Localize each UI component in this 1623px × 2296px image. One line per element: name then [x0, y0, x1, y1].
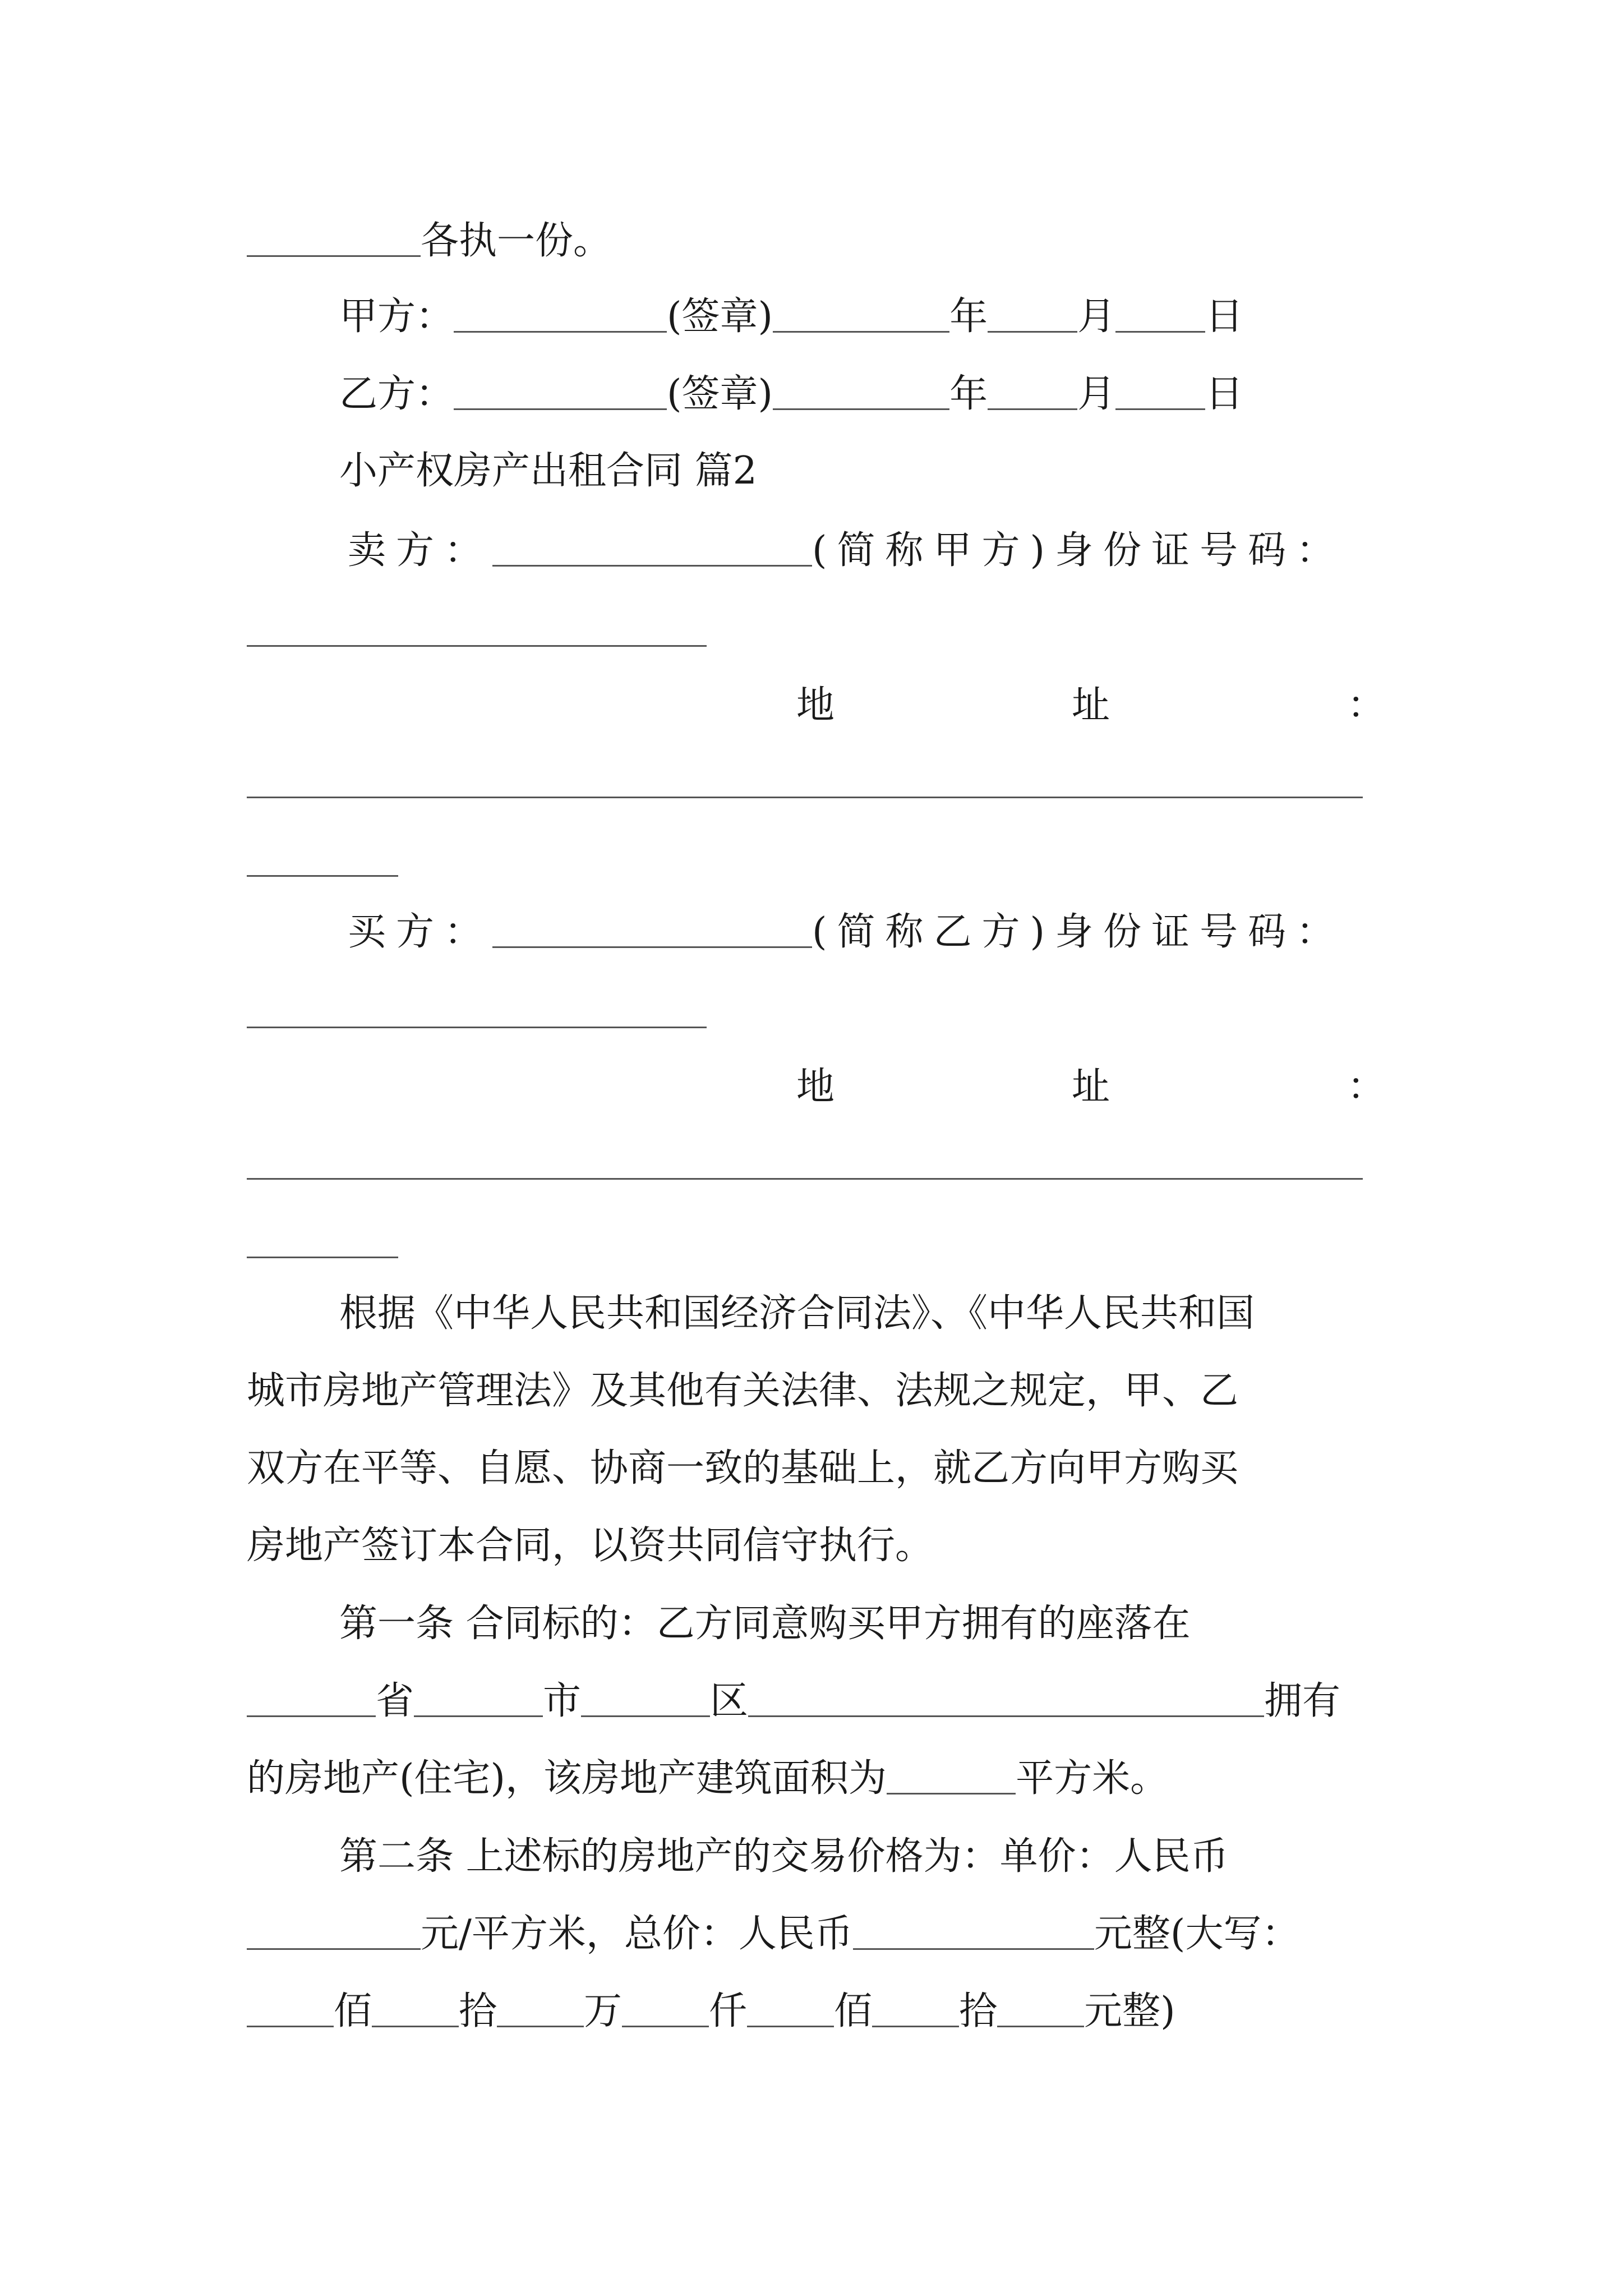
seller-line	[348, 528, 1385, 573]
preamble-line-1: 根据《中华人民共和国经济合同法》、《中华人民共和国	[339, 1291, 1255, 1336]
total-price-blank	[853, 1948, 1094, 1950]
bai-blank	[247, 2026, 334, 2027]
article1-line-3	[247, 1756, 1385, 1801]
seller-name-blank	[492, 565, 812, 567]
location-blank	[748, 1715, 1264, 1717]
party-a-year-blank	[773, 331, 949, 333]
area-blank	[887, 1793, 1016, 1795]
article2-line-2	[247, 1912, 1385, 1957]
seller-address-blank-1	[247, 797, 1363, 798]
copies-line	[247, 219, 1385, 264]
party-b-sign-line	[339, 372, 1478, 417]
buyer-label: 买方：	[348, 910, 493, 954]
party-b-month-blank	[988, 408, 1077, 410]
seller-address-colon: ：	[1347, 683, 1385, 728]
unit-price-blank	[247, 1948, 421, 1950]
party-a-day: 日	[1205, 295, 1244, 339]
yuan-end-label: 元整)	[1084, 1989, 1175, 2033]
wan-label: 万	[584, 1989, 623, 2033]
party-b-year: 年	[949, 372, 988, 416]
buyer-name-blank	[492, 946, 812, 948]
article1-line3b: 平方米。	[1016, 1756, 1169, 1801]
seller-address-blank-2	[247, 875, 398, 877]
party-a-month-blank	[988, 331, 1077, 333]
copies-blank	[247, 255, 421, 257]
shi-blank	[372, 2026, 459, 2027]
owned-label: 拥有	[1264, 1679, 1341, 1723]
unit-price-unit: 元/平方米，总价：人民币	[421, 1912, 853, 1956]
section-title: 小产权房产出租合同 篇2	[339, 449, 757, 493]
party-b-name-blank	[454, 408, 667, 410]
article2-line-1: 第二条 上述标的房地产的交易价格为：单价：人民币	[339, 1834, 1229, 1879]
article2-line-3	[247, 1989, 1385, 2034]
party-a-sign-line	[339, 295, 1478, 339]
party-a-month: 月	[1077, 295, 1116, 339]
shi2-blank	[872, 2026, 959, 2027]
wan-blank	[497, 2026, 584, 2027]
bai-label: 佰	[334, 1989, 372, 2033]
city-blank	[414, 1715, 543, 1717]
party-b-label: 乙方：	[339, 372, 454, 416]
total-suffix: 元整(大写：	[1094, 1912, 1300, 1956]
buyer-id-blank	[247, 1027, 707, 1028]
article1-line-1: 第一条 合同标的：乙方同意购买甲方拥有的座落在	[339, 1602, 1191, 1646]
buyer-address-label-2: 址	[1071, 1065, 1110, 1109]
bai2-blank	[747, 2026, 834, 2027]
copies-text: 各执一份。	[421, 219, 612, 263]
bai2-label: 佰	[834, 1989, 873, 2033]
seller-address-label-1: 地	[796, 683, 835, 728]
province-blank	[247, 1715, 376, 1717]
buyer-note: (简称乙方)身份证号码：	[812, 910, 1345, 954]
qian-blank	[622, 2026, 709, 2027]
party-a-label: 甲方：	[339, 295, 454, 339]
shi2-label: 拾	[959, 1989, 998, 2033]
seller-address-label-2: 址	[1071, 683, 1110, 728]
buyer-address-colon: ：	[1347, 1065, 1385, 1109]
qian-label: 仟	[709, 1989, 748, 2033]
district-label: 区	[710, 1679, 749, 1723]
party-b-seal: (签章)	[667, 372, 773, 416]
preamble-line-4: 房地产签订本合同，以资共同信守执行。	[247, 1524, 934, 1568]
seller-id-blank	[247, 645, 707, 647]
party-a-day-blank	[1115, 331, 1205, 333]
preamble-line-3: 双方在平等、自愿、协商一致的基础上，就乙方向甲方购买	[247, 1446, 1239, 1490]
party-a-year: 年	[949, 295, 988, 339]
seller-label: 卖方：	[348, 528, 493, 573]
party-a-seal: (签章)	[667, 295, 773, 339]
district-blank	[581, 1715, 710, 1717]
buyer-address-blank-2	[247, 1257, 398, 1258]
shi-label: 拾	[459, 1989, 497, 2033]
preamble-line-2: 城市房地产管理法》及其他有关法律、法规之规定，甲、乙	[247, 1369, 1239, 1413]
party-b-day: 日	[1205, 372, 1244, 416]
seller-address-line	[796, 683, 1385, 728]
party-b-day-blank	[1115, 408, 1205, 410]
city-label: 市	[543, 1679, 582, 1723]
buyer-line	[348, 910, 1385, 955]
buyer-address-label-1: 地	[796, 1065, 835, 1109]
seller-note: (简称甲方)身份证号码：	[812, 528, 1345, 573]
buyer-address-line	[796, 1065, 1385, 1110]
yuan-blank	[997, 2026, 1084, 2027]
buyer-address-blank-1	[247, 1178, 1363, 1180]
article1-line3a: 的房地产(住宅)，该房地产建筑面积为	[247, 1756, 887, 1801]
party-b-year-blank	[773, 408, 949, 410]
province-label: 省	[376, 1679, 414, 1723]
article1-line-2	[247, 1679, 1385, 1724]
party-a-name-blank	[454, 331, 667, 333]
party-b-month: 月	[1077, 372, 1116, 416]
